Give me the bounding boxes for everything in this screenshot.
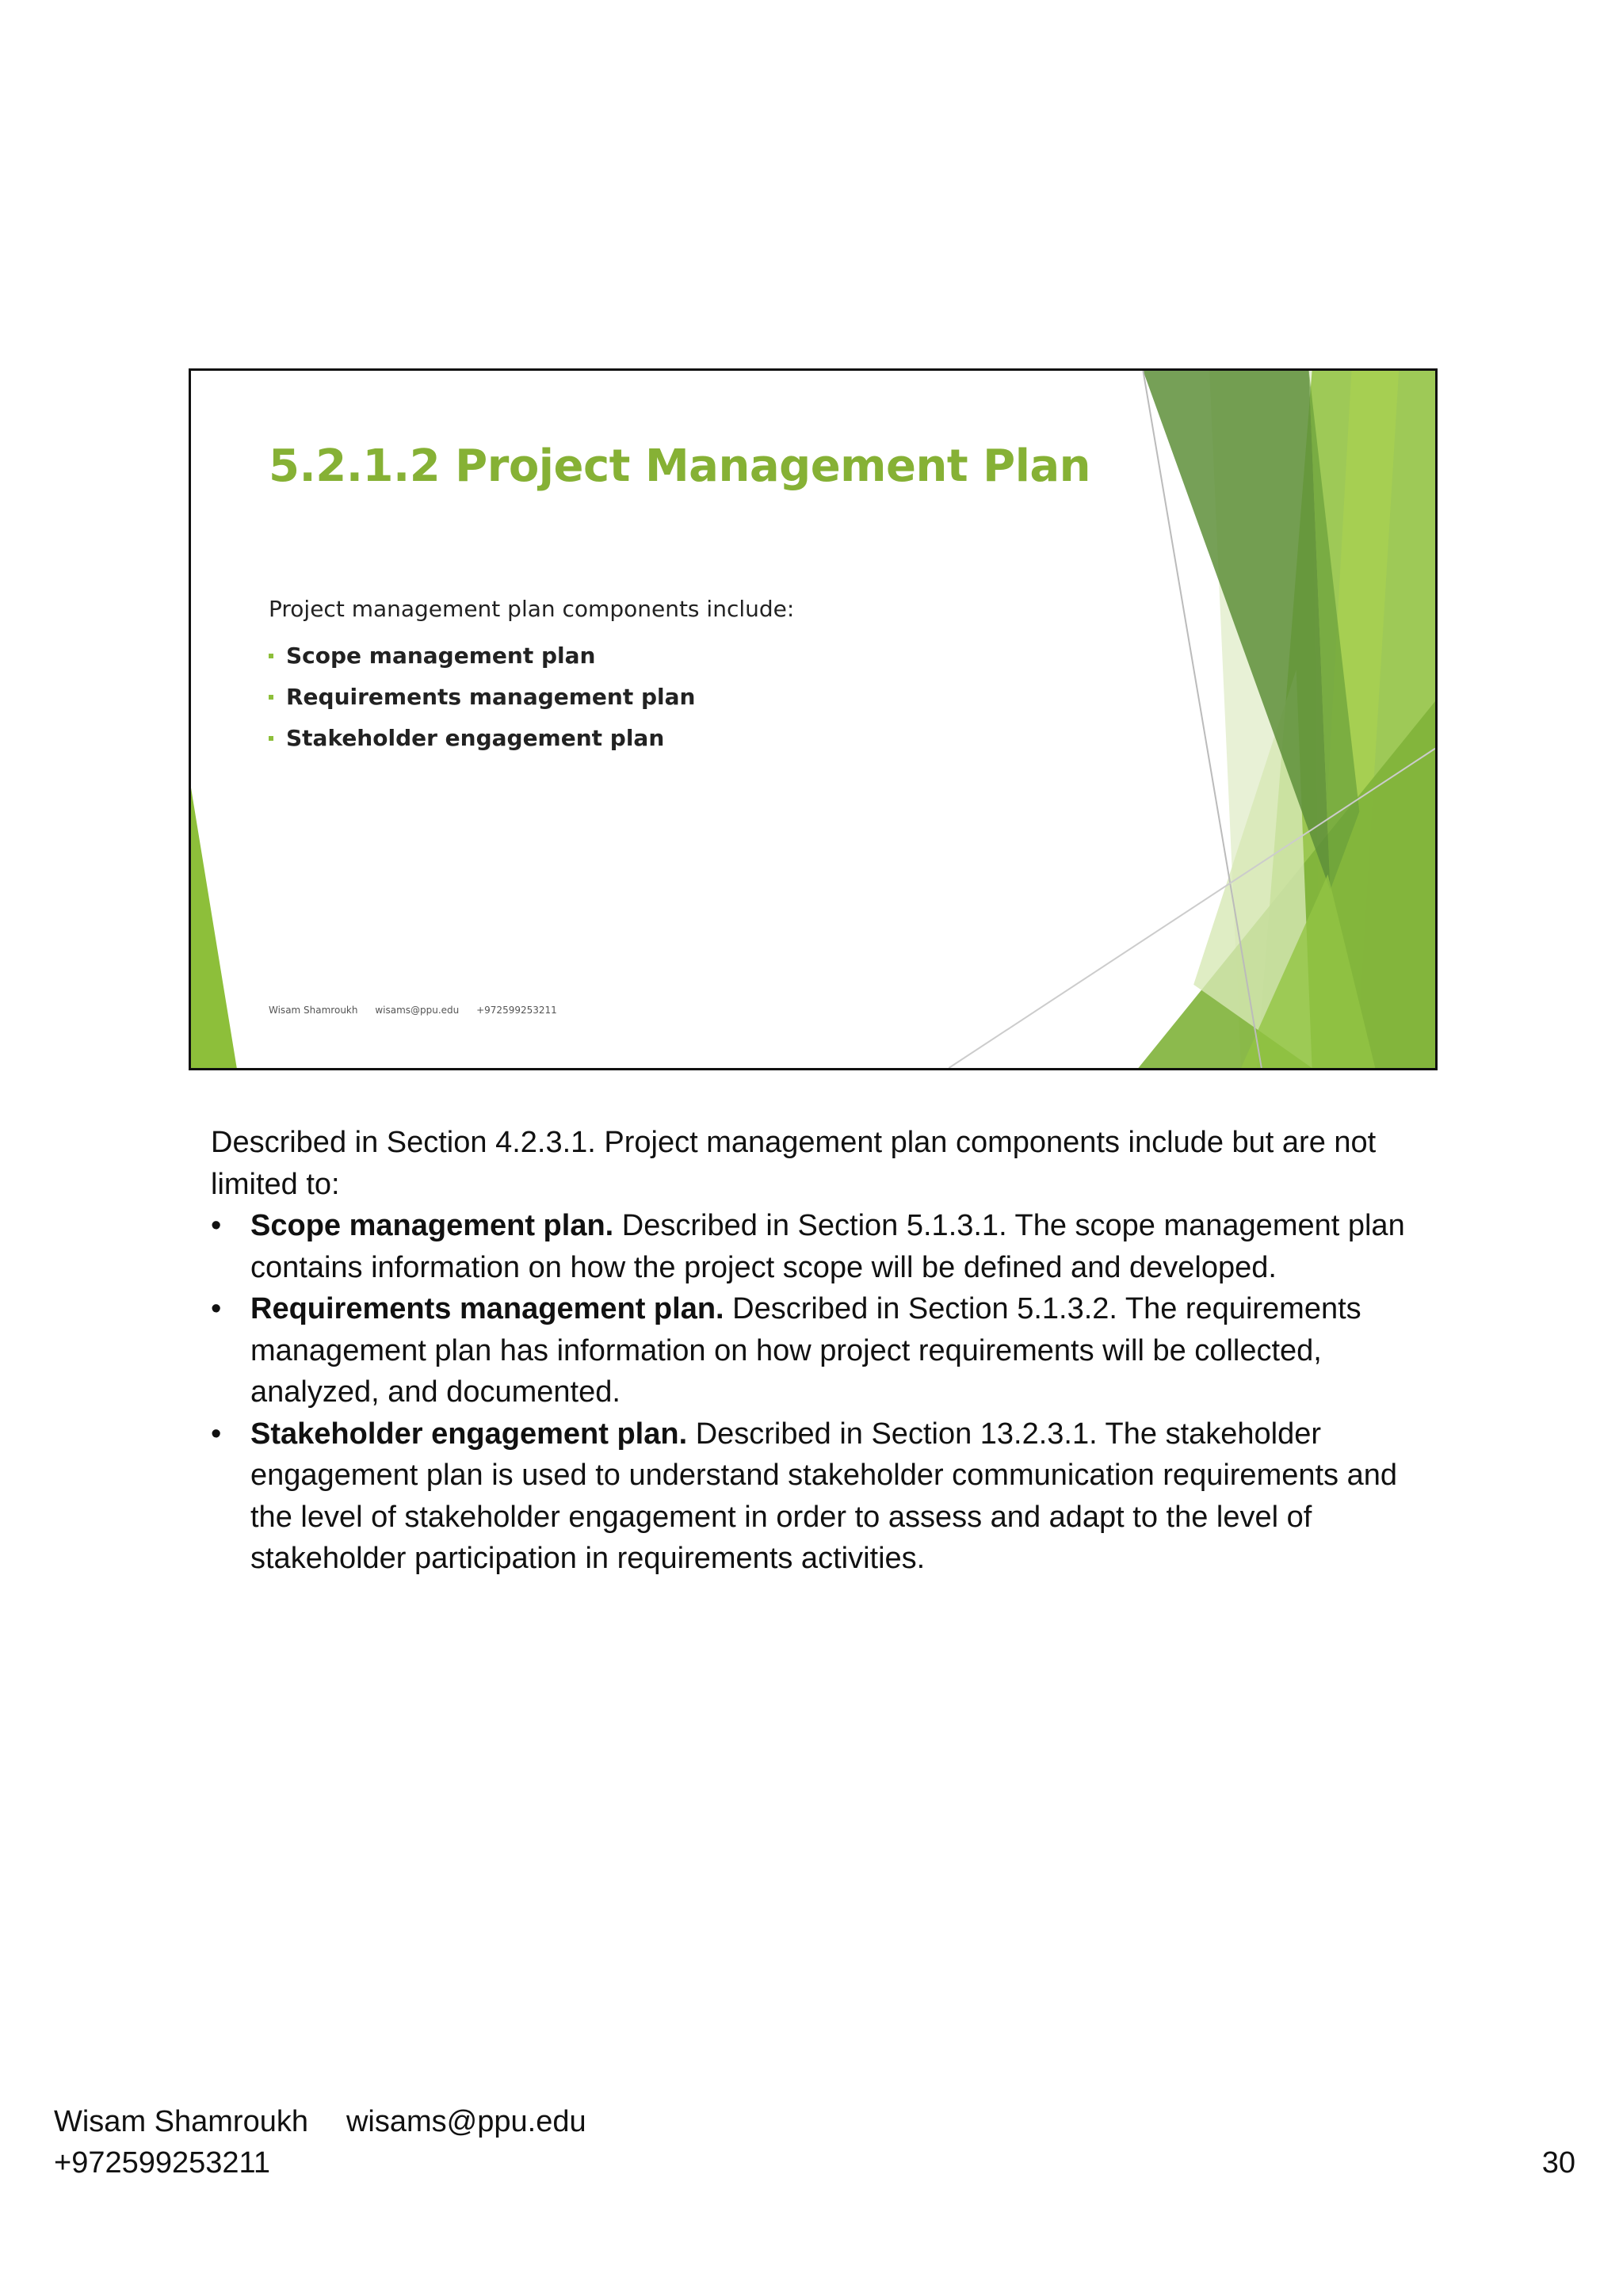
slide-bullet-text: Stakeholder engagement plan (286, 725, 665, 751)
slide-bullet-item (269, 635, 695, 677)
notes-item-text: Described in Section 5.1.3.2. The requirements management plan has information on how project requirements will be collected, analyzed, and documented. (250, 1292, 1361, 1409)
notes-item-text: Described in Section 13.2.3.1. The stakeholder engagement plan is used to understand stakeholder communication requirements and the level of stakeholder engagement in order to assess and adapt to the level of stakeholder participation in requirements activities. (250, 1417, 1398, 1575)
notes-body (211, 1122, 1447, 1580)
slide-footer (269, 1005, 571, 1016)
footer-email: wisams@ppu.edu (346, 2105, 586, 2138)
footer-phone: +972599253211 (54, 2146, 270, 2180)
notes-item-term: Stakeholder engagement plan. (250, 1417, 688, 1451)
page-footer (54, 2101, 586, 2183)
notes-item-term: Scope management plan. (250, 1209, 614, 1242)
notes-item (211, 1413, 1447, 1580)
notes-intro: Described in Section 4.2.3.1. Project management plan components include but are not limited to: (211, 1126, 1377, 1201)
left-green-sliver (191, 788, 237, 1068)
slide-intro: Project management plan components include: (269, 596, 795, 622)
slide-bullet-text: Scope management plan (286, 643, 596, 669)
bullet-icon (269, 736, 273, 741)
slide-footer-phone: +972599253211 (476, 1005, 557, 1016)
notes-item-text: Described in Section 5.1.3.1. The scope management plan contains information on how the project scope will be defined and developed. (250, 1209, 1405, 1284)
slide-bullet-list (269, 635, 695, 759)
slide-title: 5.2.1.2 Project Management Plan (269, 441, 1091, 492)
slide-bullet-text: Requirements management plan (286, 684, 696, 710)
notes-item-term: Requirements management plan. (250, 1292, 724, 1325)
bullet-icon (269, 695, 273, 700)
slide-bullet-item (269, 718, 695, 759)
notes-item (211, 1205, 1447, 1288)
footer-name: Wisam Shamroukh (54, 2105, 308, 2138)
slide-thumbnail (189, 368, 1438, 1070)
bullet-icon (269, 654, 273, 658)
notes-item (211, 1288, 1447, 1413)
notes-list (211, 1205, 1447, 1580)
slide-footer-email: wisams@ppu.edu (375, 1005, 460, 1016)
slide-footer-name: Wisam Shamroukh (269, 1005, 358, 1016)
slide-bullet-item (269, 677, 695, 718)
page-number: 30 (1541, 2146, 1575, 2180)
